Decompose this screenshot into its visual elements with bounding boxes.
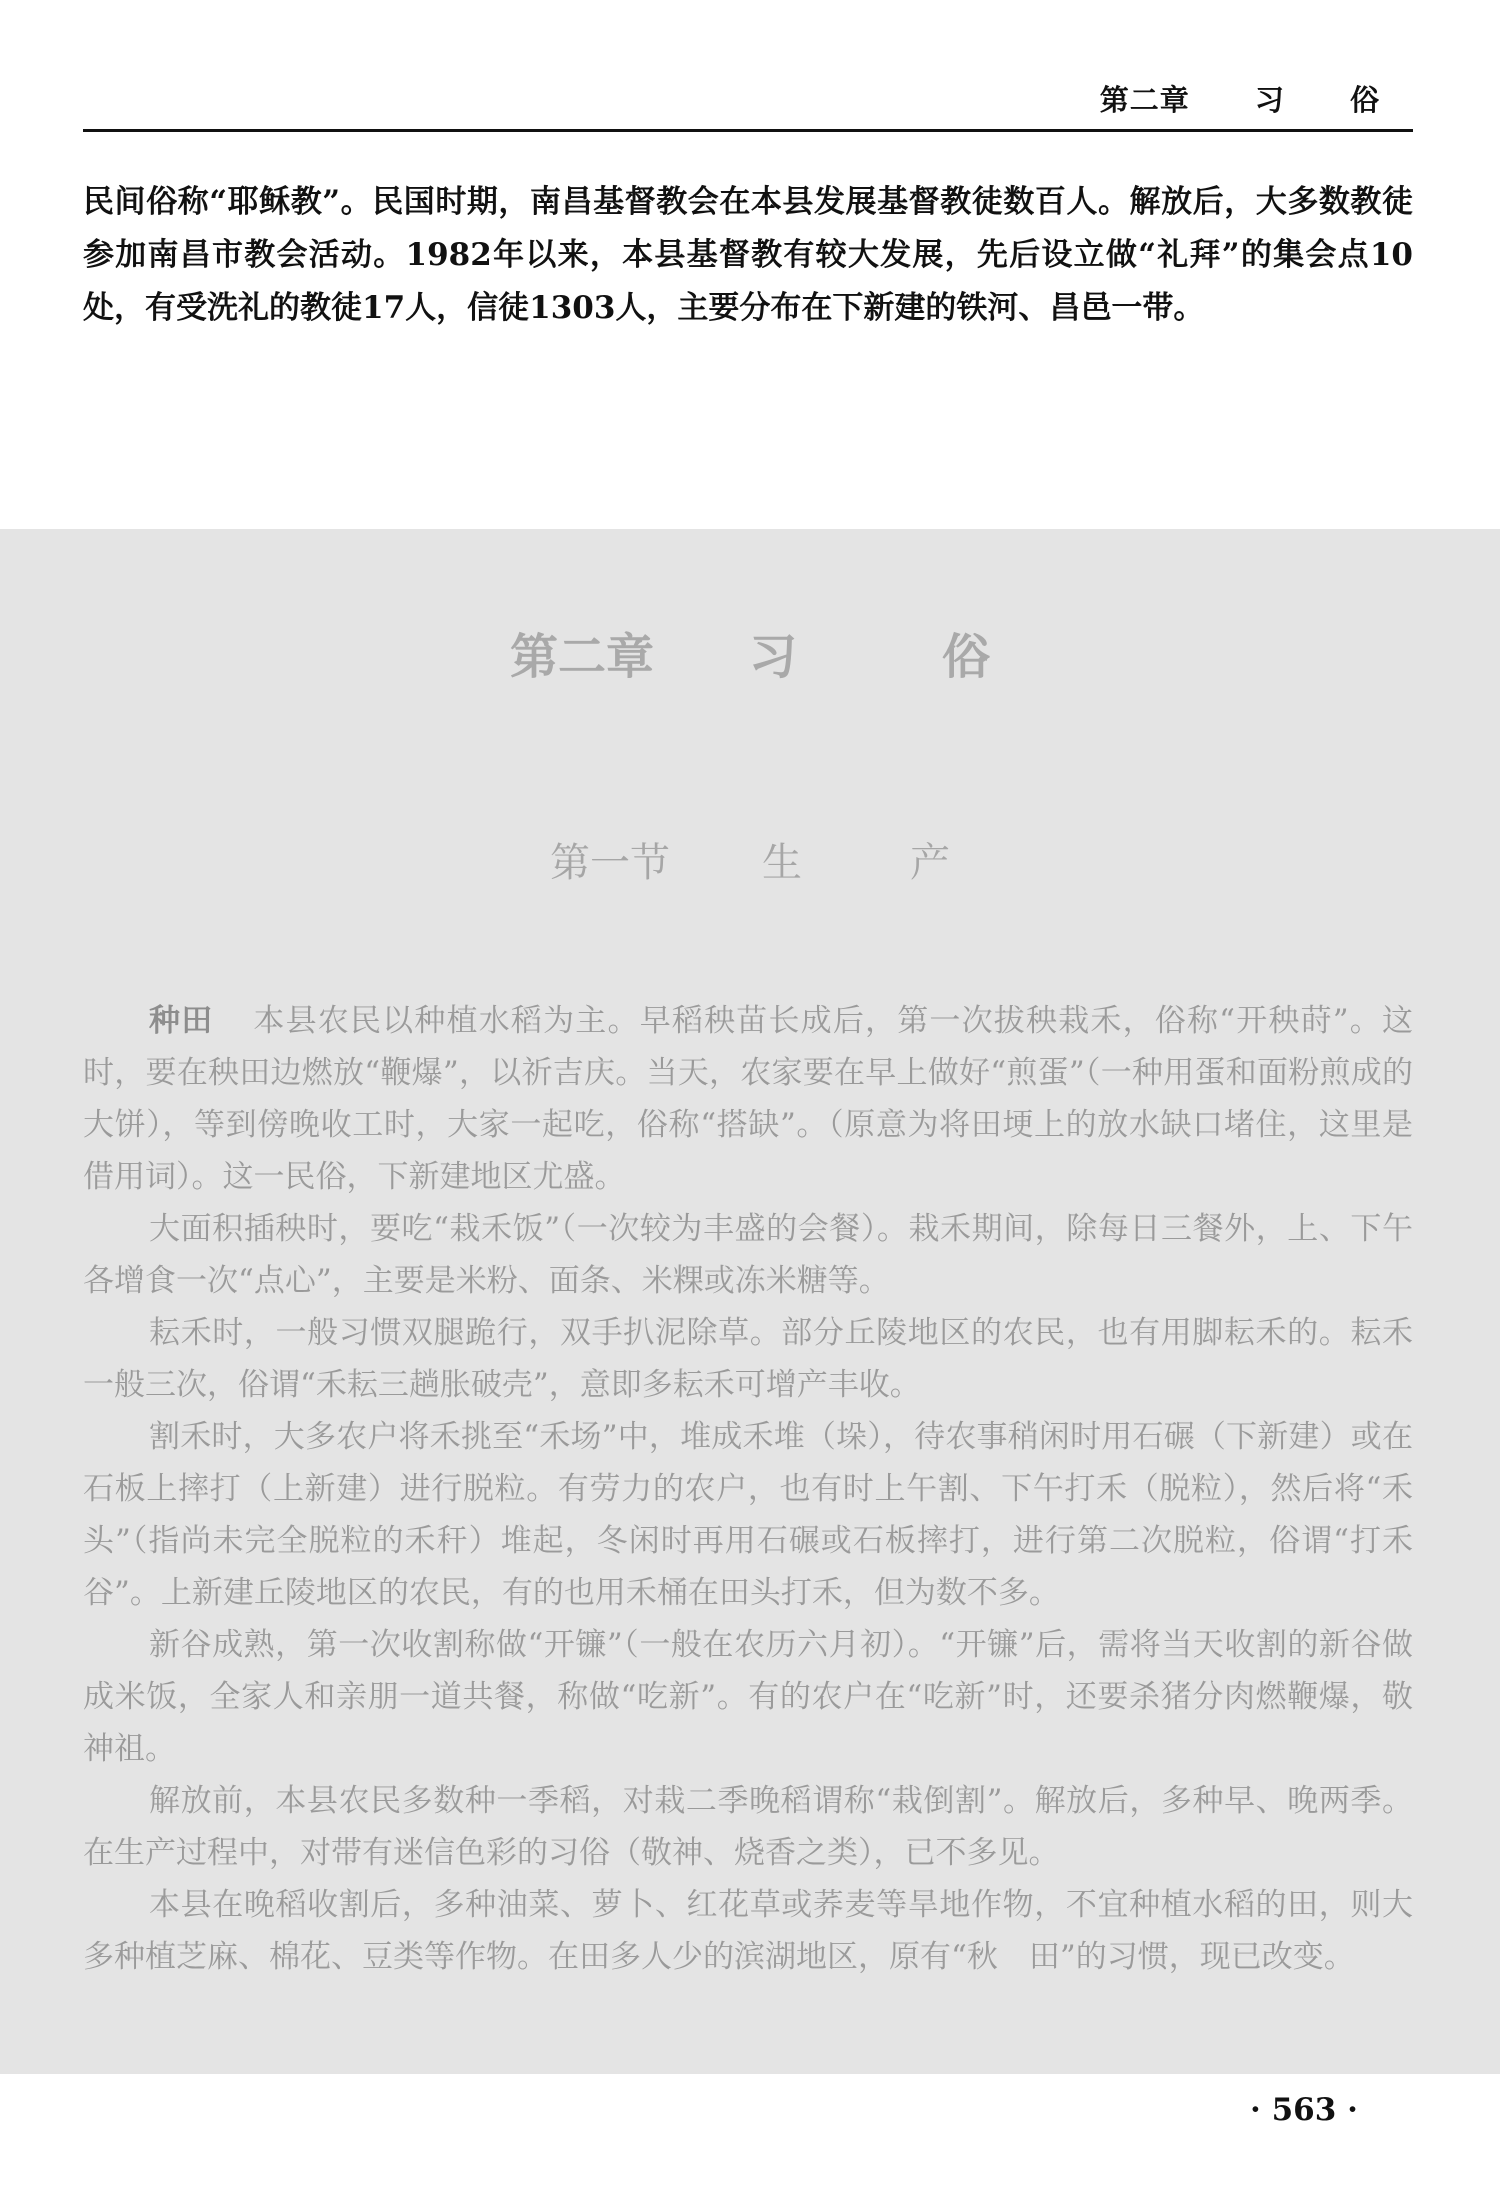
chapter-title-number: 第二章 bbox=[509, 629, 654, 685]
header-rule bbox=[83, 129, 1413, 132]
paragraph-transplanting: 大面积插秧时，要吃“栽禾饭”（一次较为丰盛的会餐）。栽禾期间，除每日三餐外，上、下午各增食一次“点心”，主要是米粉、面条、米粿或冻米糖等。 bbox=[83, 1211, 1413, 1299]
paragraph-weeding: 耘禾时，一般习惯双腿跪行，双手扒泥除草。部分丘陵地区的农民，也有用脚耘禾的。耘禾一般三次，俗谓“禾耘三趟胀破壳”，意即多耘禾可增产丰收。 bbox=[83, 1315, 1413, 1403]
paragraph-farming bbox=[83, 995, 1413, 1203]
chapter-title-char-2: 俗 bbox=[942, 629, 991, 685]
page-number: · 563 · bbox=[1250, 2092, 1358, 2128]
section-title-char-1: 生 bbox=[762, 840, 802, 886]
paragraph-new-grain: 新谷成熟，第一次收割称做“开镰”（一般在农历六月初）。“开镰”后，需将当天收割的新谷做成米饭，全家人和亲朋一道共餐，称做“吃新”。有的农户在“吃新”时，还要杀猪分肉燃鞭爆，敬神祖。 bbox=[83, 1627, 1413, 1767]
chapter-title bbox=[0, 618, 1500, 687]
body-text bbox=[83, 995, 1413, 1983]
paragraph-text: 本县农民以种植水稻为主。早稻秧苗长成后，第一次拔秧栽禾，俗称“开秧莳”。这时，要在秧田边燃放“鞭爆”，以祈吉庆。当天，农家要在早上做好“煎蛋”（一种用蛋和面粉煎成的大饼），等到傍晚收工时，大家一起吃，俗称“搭缺”。（原意为将田埂上的放水缺口堵住，这里是借用词）。这一民俗，下新建地区尤盛。 bbox=[83, 1003, 1413, 1195]
running-header-title-char-2: 俗 bbox=[1349, 83, 1380, 117]
running-header bbox=[0, 78, 1380, 119]
runin-heading: 种田 bbox=[149, 1003, 214, 1039]
paragraph-double-cropping: 解放前，本县农民多数种一季稻，对栽二季晚稻谓称“栽倒割”。解放后，多种早、晚两季。在生产过程中，对带有迷信色彩的习俗（敬神、烧香之类），已不多见。 bbox=[83, 1783, 1413, 1871]
section-title-char-2: 产 bbox=[910, 840, 950, 886]
section-title bbox=[0, 831, 1500, 888]
chapter-title-char-1: 习 bbox=[748, 629, 797, 685]
running-header-chapter: 第二章 bbox=[1099, 83, 1190, 117]
paragraph-dry-crops: 本县在晚稻收割后，多种油菜、萝卜、红花草或荞麦等旱地作物，不宜种植水稻的田，则大多种植芝麻、棉花、豆类等作物。在田多人少的滨湖地区，原有“秋 田”的习惯，现已改变。 bbox=[83, 1887, 1413, 1975]
section-title-number: 第一节 bbox=[550, 840, 670, 886]
paragraph-harvesting: 割禾时，大多农户将禾挑至“禾场”中，堆成禾堆（垛），待农事稍闲时用石碾（下新建）或在石板上摔打（上新建）进行脱粒。有劳力的农户，也有时上午割、下午打禾（脱粒），然后将“禾头”（指尚未完全脱粒的禾秆）堆起，冬闲时再用石碾或石板摔打，进行第二次脱粒，俗谓“打禾谷”。上新建丘陵地区的农民，有的也用禾桶在田头打禾，但为数不多。 bbox=[83, 1419, 1413, 1611]
running-header-title-char-1: 习 bbox=[1254, 83, 1285, 117]
top-paragraph: 民间俗称“耶稣教”。民国时期，南昌基督教会在本县发展基督教徒数百人。解放后，大多数教徒参加南昌市教会活动。1982年以来，本县基督教有较大发展，先后设立做“礼拜”的集会点10处，有受洗礼的教徒17人，信徒1303人，主要分布在下新建的铁河、昌邑一带。 bbox=[83, 184, 1413, 326]
